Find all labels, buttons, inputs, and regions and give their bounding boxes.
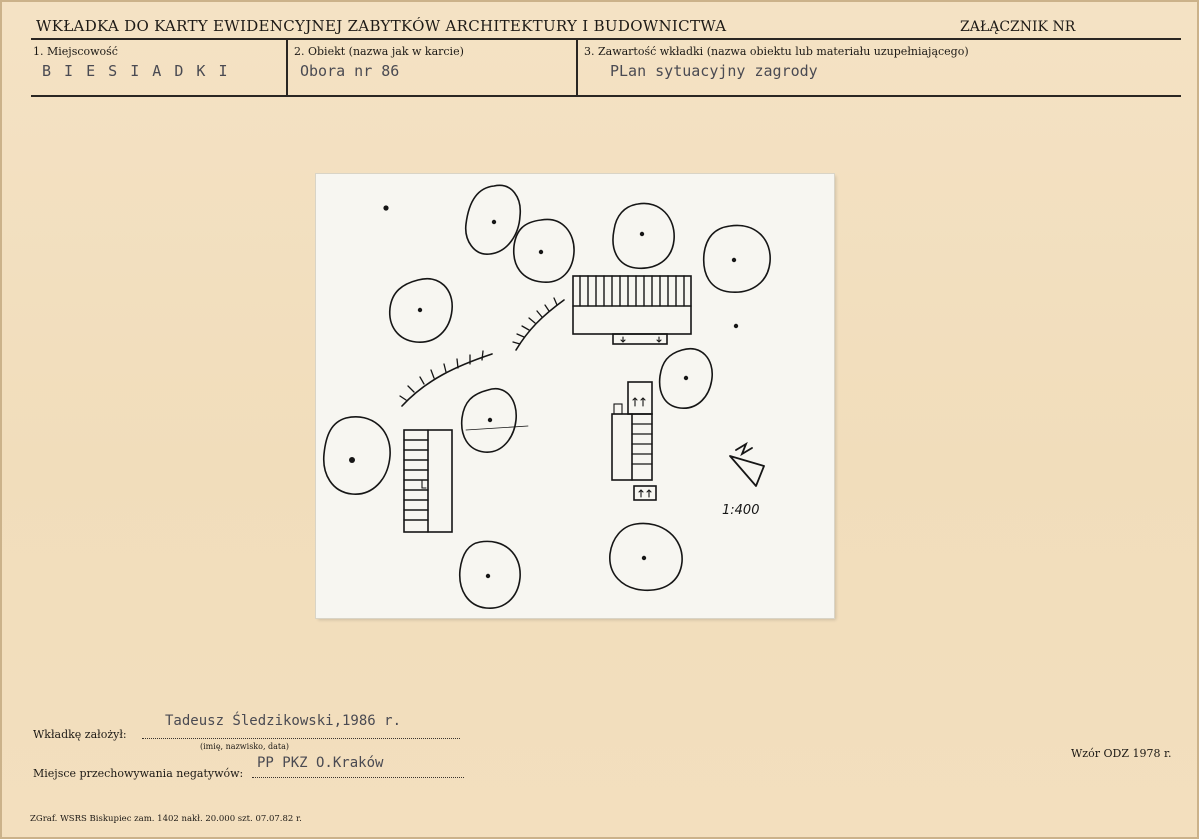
tree-symbol	[704, 225, 770, 292]
locality-label: 1. Miejscowość	[33, 45, 118, 58]
tree-trunk-dots	[349, 205, 738, 578]
locality-value: B I E S I A D K I	[42, 62, 230, 80]
tree-symbol	[514, 219, 574, 282]
barn-building	[573, 276, 691, 344]
embankment-arcs	[400, 298, 564, 406]
site-plan-photo	[316, 174, 834, 618]
author-label: Wkładkę założył:	[33, 728, 127, 741]
header-rule-top	[31, 38, 1181, 40]
tree-symbol	[466, 185, 521, 254]
form-version: Wzór ODZ 1978 r.	[1071, 747, 1172, 760]
tree-symbol	[610, 523, 682, 590]
north-arrow-icon	[730, 444, 764, 486]
printer-imprint: ZGraf. WSRS Biskupiec zam. 1402 nakł. 20.000 szt. 07.07.82 r.	[30, 814, 302, 824]
tree-symbols	[324, 185, 770, 608]
content-value: PLan sytuacyjny zagrody	[610, 62, 818, 80]
site-plan-drawing	[316, 174, 834, 618]
house-building	[404, 430, 452, 532]
content-label: 3. Zawartość wkładki (nazwa obiektu lub materiału uzupełniającego)	[584, 45, 969, 58]
author-value: Tadeusz Śledzikowski,1986 r.	[165, 713, 402, 729]
annex-number-label: ZAŁĄCZNIK NR	[960, 19, 1076, 35]
storage-dotted-line	[252, 777, 464, 778]
field-divider-1	[286, 39, 288, 96]
author-dotted-line	[142, 738, 460, 739]
object-value: Obora nr 86	[300, 62, 400, 80]
author-hint: (imię, nazwisko, data)	[200, 742, 290, 751]
tree-symbol	[460, 541, 520, 608]
tree-symbol	[613, 203, 674, 268]
storage-label: Miejsce przechowywania negatywów:	[33, 767, 244, 780]
outbuilding	[612, 382, 656, 500]
tree-symbol	[324, 417, 390, 494]
storage-value: PP PKZ O.Kraków	[257, 755, 384, 771]
field-divider-2	[576, 39, 578, 96]
scale-label: 1:400	[722, 503, 760, 518]
header-rule-bottom	[31, 95, 1181, 97]
axis-line	[466, 426, 528, 430]
document-title: WKŁADKA DO KARTY EWIDENCYJNEJ ZABYTKÓW ARCHITEKTURY I BUDOWNICTWA	[36, 17, 727, 35]
object-label: 2. Obiekt (nazwa jak w karcie)	[294, 45, 464, 58]
